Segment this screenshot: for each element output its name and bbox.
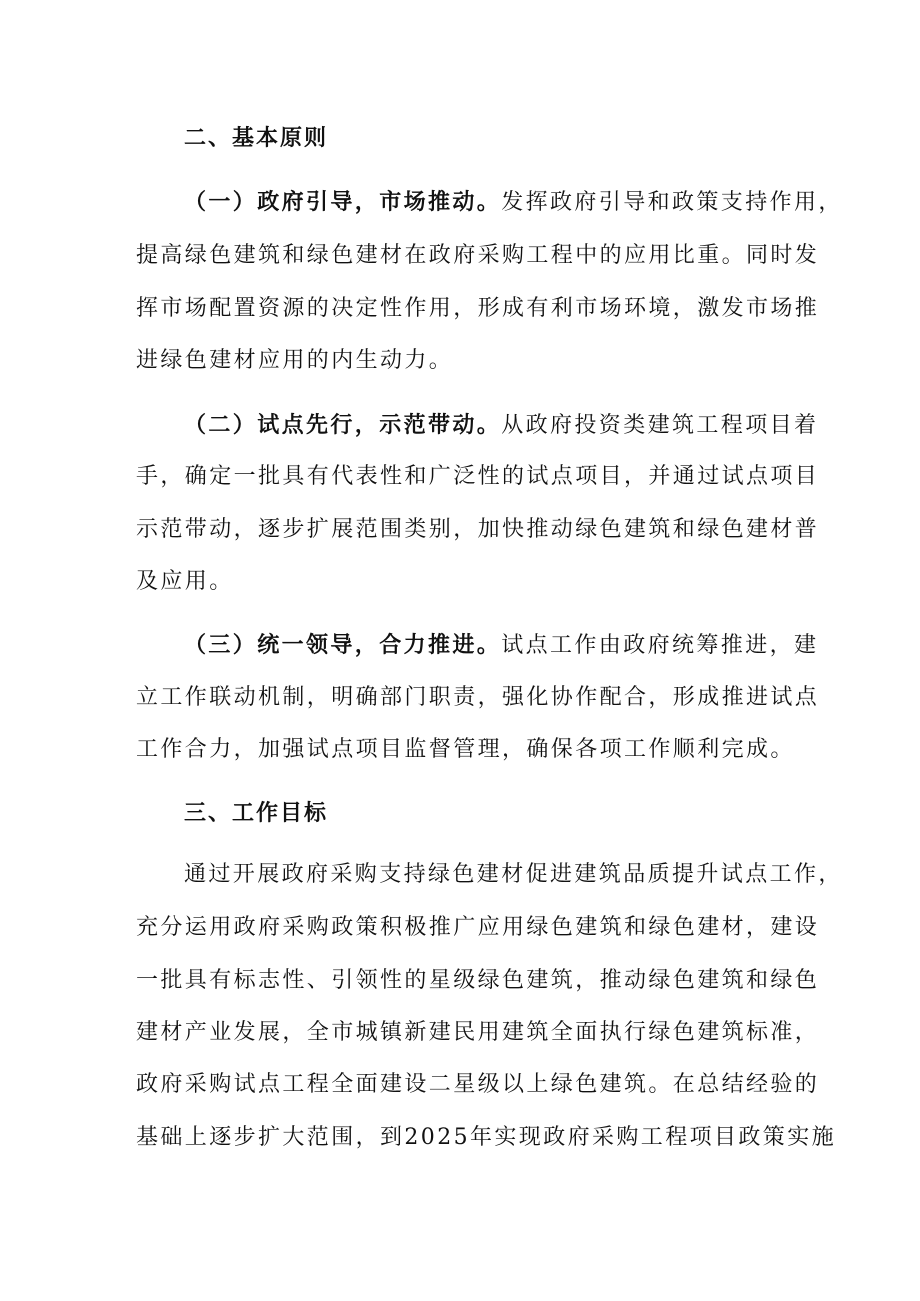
paragraph-2-lead: （二）试点先行，示范带动。 (184, 412, 502, 438)
paragraph-1-line-1 (184, 186, 843, 219)
paragraph-4-line-1: 通过开展政府采购支持绿色建材促进建筑品质提升试点工作， (184, 862, 843, 887)
paragraph-1-line-2: 提高绿色建筑和绿色建材在政府采购工程中的应用比重。同时发 (136, 243, 820, 268)
paragraph-3-text: 试点工作由政府统筹推进，建 (501, 633, 819, 658)
paragraph-2-line-3: 示范带动，逐步扩展范围类别，加快推动绿色建筑和绿色建材普 (136, 517, 820, 542)
paragraph-4-line-4: 建材产业发展，全市城镇新建民用建筑全面执行绿色建筑标准， (136, 1020, 820, 1045)
paragraph-3-line-3: 工作合力，加强试点项目监督管理，确保各项工作顺利完成。 (136, 737, 795, 762)
paragraph-1-lead: （一）政府引导，市场推动。 (184, 189, 502, 215)
paragraph-4-line-3: 一批具有标志性、引领性的星级绿色建筑，推动绿色建筑和绿色 (136, 968, 820, 993)
paragraph-2-line-2: 手，确定一批具有代表性和广泛性的试点项目，并通过试点项目 (136, 464, 820, 489)
section-heading-3: 三、工作目标 (184, 800, 329, 826)
paragraph-1-text: 发挥政府引导和政策支持作用， (501, 190, 843, 215)
paragraph-2-line-1 (184, 409, 819, 442)
paragraph-1-line-3: 挥市场配置资源的决定性作用，形成有利市场环境，激发市场推 (136, 296, 820, 321)
paragraph-2-text: 从政府投资类建筑工程项目着 (501, 413, 819, 438)
paragraph-1-line-4: 进绿色建材应用的内生动力。 (136, 348, 454, 373)
paragraph-3-lead: （三）统一领导，合力推进。 (184, 632, 502, 658)
paragraph-3-line-1 (184, 629, 819, 662)
paragraph-3-line-2: 立工作联动机制，明确部门职责，强化协作配合，形成推进试点 (136, 685, 820, 710)
paragraph-2-line-4: 及应用。 (136, 569, 234, 594)
section-heading-2: 二、基本原则 (184, 125, 329, 151)
paragraph-4-line-2: 充分运用政府采购政策积极推广应用绿色建筑和绿色建材，建设 (136, 915, 820, 940)
paragraph-4-line-6: 基础上逐步扩大范围，到2025年实现政府采购工程项目政策实施 (136, 1125, 836, 1150)
paragraph-4-line-5: 政府采购试点工程全面建设二星级以上绿色建筑。在总结经验的 (136, 1072, 820, 1097)
